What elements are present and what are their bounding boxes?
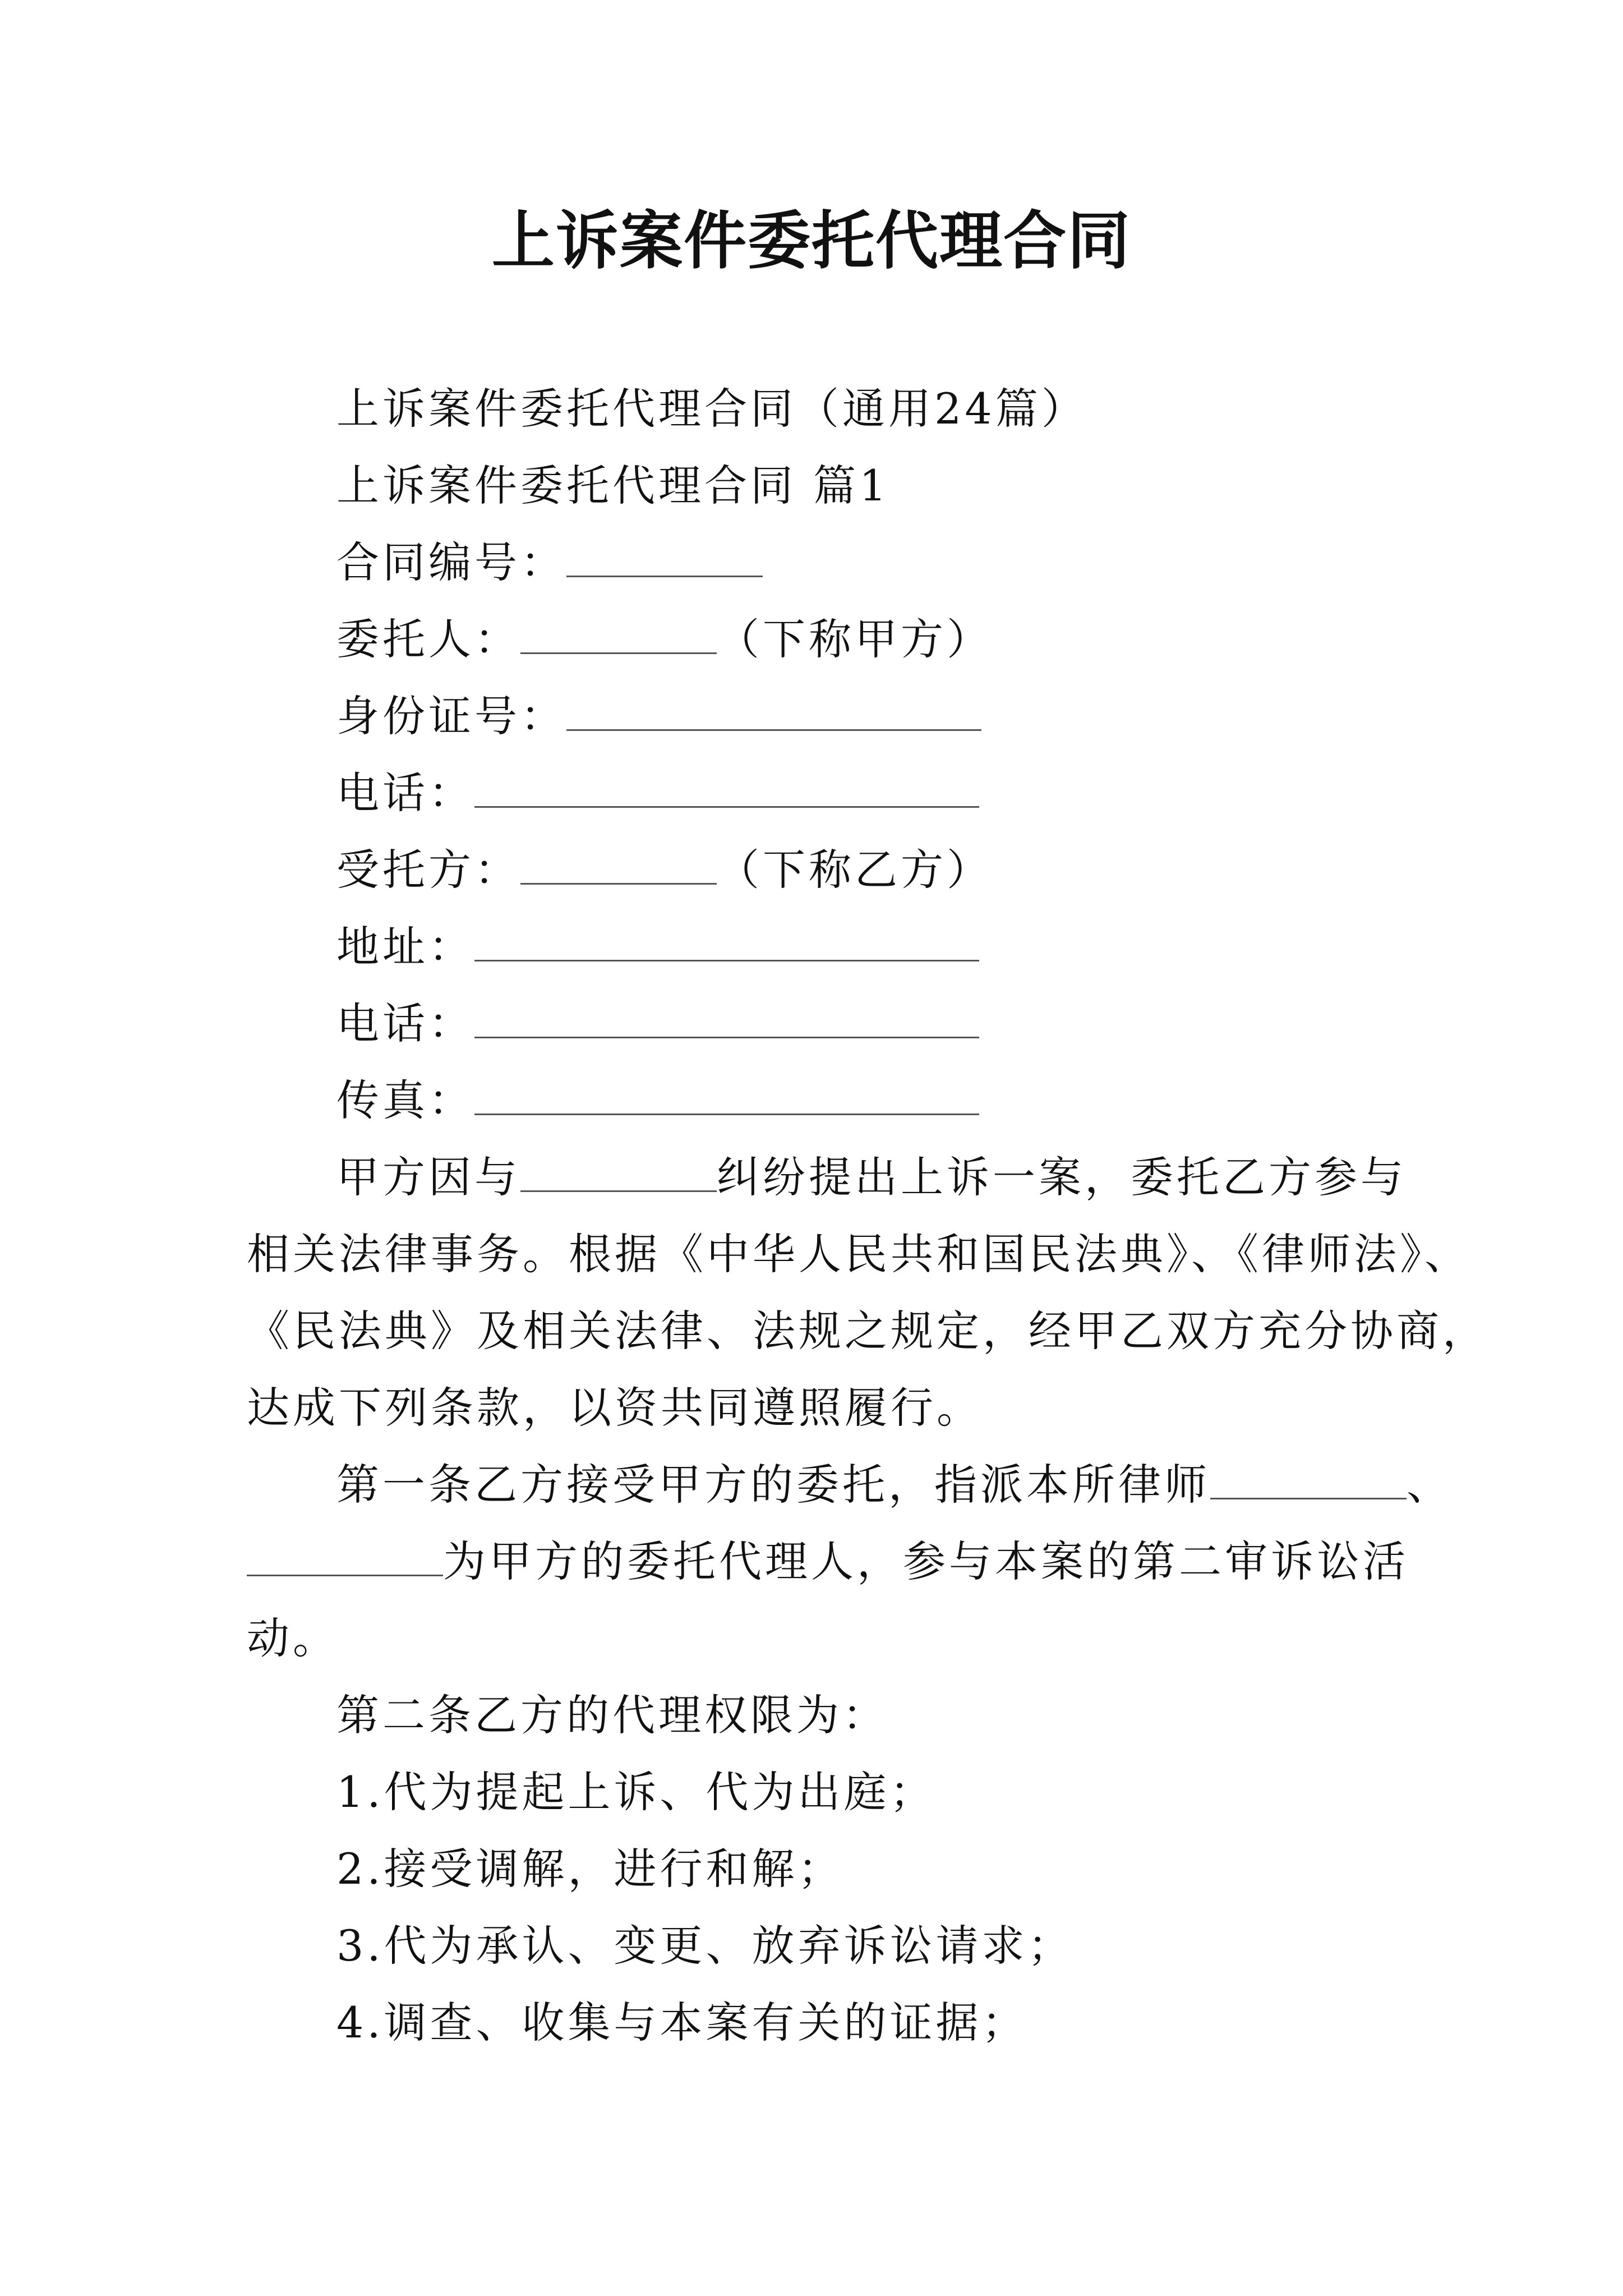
lawyer2-blank[interactable] [247,1540,443,1576]
client-line [247,601,1458,678]
address-label: 地址： [336,922,474,972]
address-line [247,908,1458,985]
agent-suffix: （下称乙方） [717,845,993,895]
article1-line2 [247,1523,1458,1600]
list-item: 2.接受调解，进行和解； [336,1844,844,1894]
article1-text-c: 为甲方的委托代理人，参与本案的第二审诉讼活 [443,1536,1409,1586]
phone-blank[interactable] [474,771,979,808]
phone-line [247,754,1458,831]
para1-line3: 《民法典》及相关法律、法规之规定，经甲乙双方充分协商， [247,1306,1488,1356]
phone2-label: 电话： [336,999,474,1048]
agent-line [247,831,1458,908]
fax-blank[interactable] [474,1079,979,1115]
id-line [247,678,1458,754]
client-label: 委托人： [336,614,520,664]
para1-line4: 达成下列条款，以资共同遵照履行。 [247,1383,983,1433]
subtitle: 上诉案件委托代理合同（通用24篇） [336,384,1087,434]
article1-line3: 动。 [247,1613,339,1663]
id-label: 身份证号： [336,691,566,741]
article1-line1 [247,1446,1458,1523]
phone2-blank[interactable] [474,1002,979,1038]
para1-line1 [247,1139,1458,1216]
address-blank[interactable] [474,925,979,961]
fax-line [247,1062,1458,1139]
para1-line2: 相关法律事务。根据《中华人民共和国民法典》、《律师法》、 [247,1229,1470,1279]
contract-no-blank[interactable] [566,541,763,577]
client-blank[interactable] [520,618,717,654]
contract-no-line [247,524,1458,601]
document-title: 上诉案件委托代理合同 [492,204,1131,278]
dispute-party-blank[interactable] [520,1156,717,1192]
lawyer1-blank[interactable] [1210,1463,1407,1499]
agent-blank[interactable] [520,848,717,885]
list-item: 1.代为提起上诉、代为出庭； [336,1767,936,1817]
article2-heading: 第二条乙方的代理权限为： [336,1690,888,1740]
phone-label: 电话： [336,768,474,818]
section-heading: 上诉案件委托代理合同 篇1 [336,461,890,510]
contract-no-label: 合同编号： [336,537,566,587]
list-item: 4.调查、收集与本案有关的证据； [336,1998,1028,2047]
article1-text-a: 第一条乙方接受甲方的委托，指派本所律师 [336,1460,1210,1510]
phone2-line [247,985,1458,1062]
id-blank[interactable] [566,694,981,731]
para1-text-b: 纠纷提出上诉一案，委托乙方参与 [717,1152,1407,1202]
agent-label: 受托方： [336,845,520,895]
article1-text-b: 、 [1407,1460,1453,1510]
client-suffix: （下称甲方） [717,614,993,664]
list-item: 3.代为承认、变更、放弃诉讼请求； [336,1921,1074,1971]
document-body [247,370,1488,2061]
para1-text-a: 甲方因与 [336,1152,520,1202]
fax-label: 传真： [336,1075,474,1125]
